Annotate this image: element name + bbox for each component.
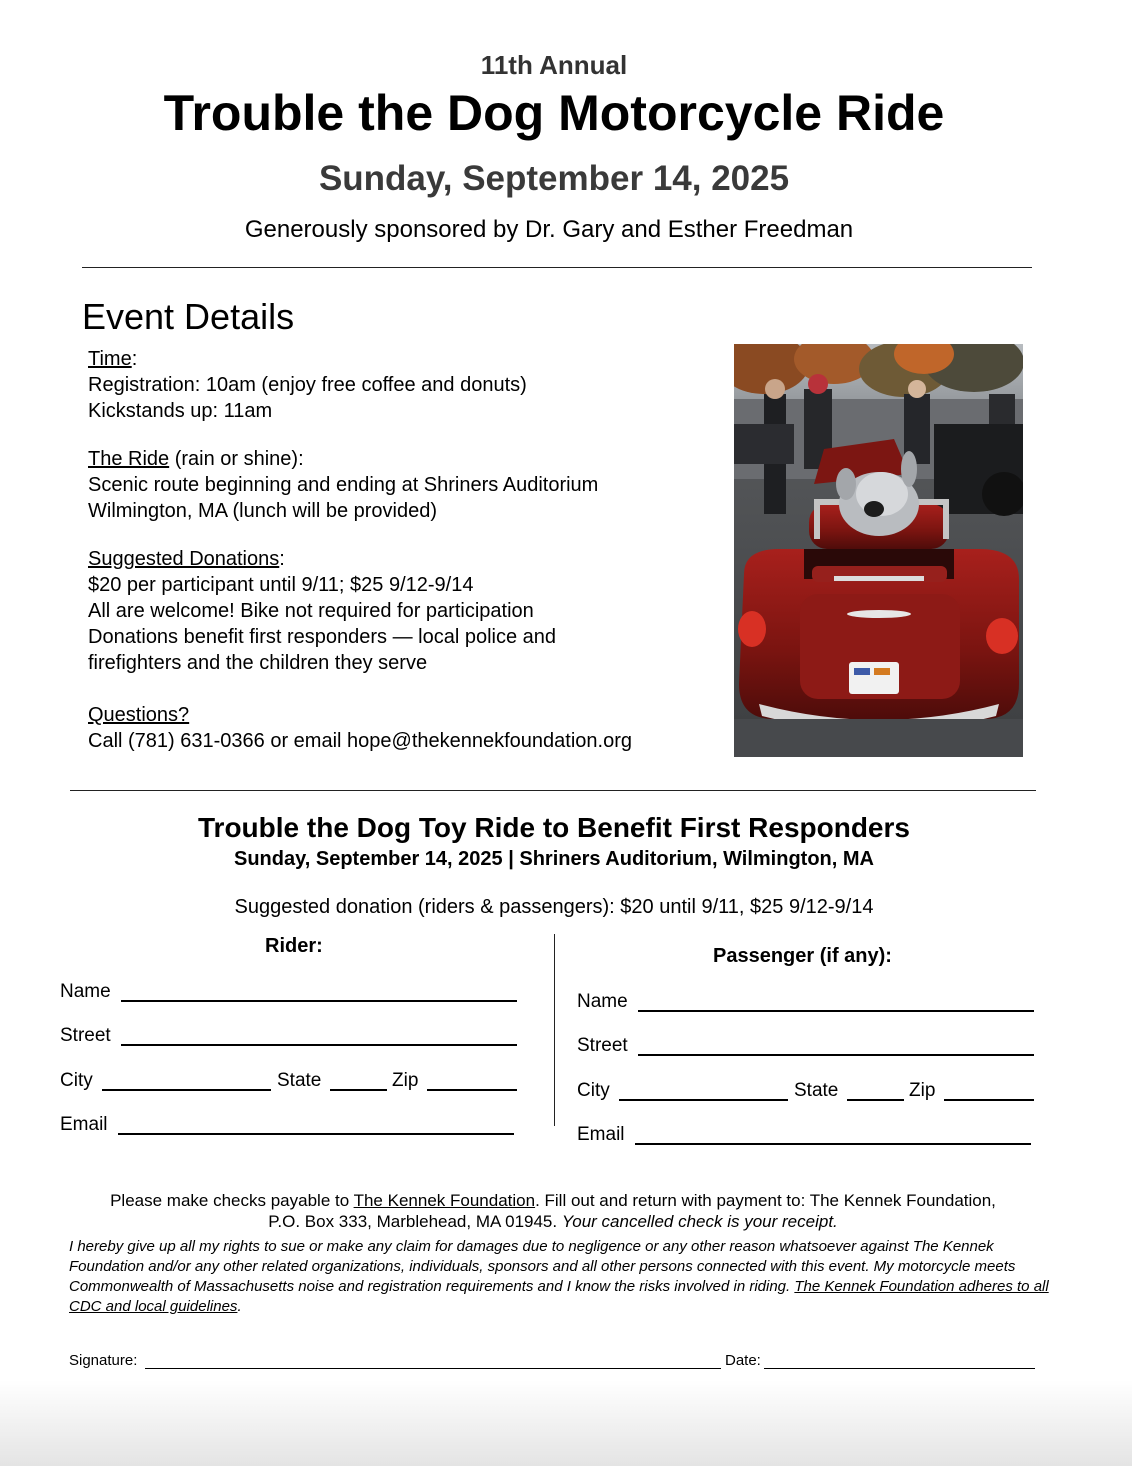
donation-line: firefighters and the children they serve	[88, 652, 428, 674]
donations-label: Suggested Donations	[88, 548, 280, 570]
section-divider	[70, 790, 1036, 791]
rider-email-field[interactable]	[118, 1133, 514, 1135]
rider-zip-field[interactable]	[427, 1089, 517, 1091]
questions-section	[88, 702, 748, 754]
rider-state-field[interactable]	[330, 1089, 387, 1091]
registration-time: Registration: 10am (enjoy free coffee and donuts)	[88, 374, 527, 396]
ride-note: (rain or shine):	[169, 448, 304, 470]
route-line: Scenic route beginning and ending at Shriners Auditorium	[88, 474, 599, 496]
passenger-state-label: State	[794, 1080, 839, 1101]
guidelines-note: The Kennek Foundation adheres to all CDC and local guidelines	[69, 1278, 1049, 1315]
motorcycle-illustration	[734, 344, 1023, 757]
waiver-text: I hereby give up all my rights to sue or make any claim for damages due to negligence or any other reason whatsoever against The Kennek Foundation and/or any other related organizations, individuals, sponsors and all other persons connected with this event. My motorcycle meets Commonwealth of Massachusetts noise and registration requirements and I know the risks involved in riding.	[69, 1238, 1016, 1295]
form-title: Trouble the Dog Toy Ride to Benefit First Responders	[198, 812, 910, 843]
rider-heading: Rider:	[265, 935, 323, 957]
passenger-city-label: City	[577, 1080, 610, 1101]
form-subtitle: Sunday, September 14, 2025 | Shriners Auditorium, Wilmington, MA	[234, 848, 874, 870]
time-label: Time	[88, 348, 132, 370]
passenger-name-field[interactable]	[638, 1010, 1034, 1012]
receipt-note: Your cancelled check is your receipt.	[561, 1212, 838, 1231]
edition-label: 11th Annual	[480, 50, 628, 80]
header-divider	[82, 267, 1032, 268]
passenger-name-label: Name	[577, 991, 628, 1012]
ride-section	[88, 446, 728, 524]
passenger-street-label: Street	[577, 1035, 628, 1056]
event-title: Trouble the Dog Motorcycle Ride	[163, 85, 945, 141]
date-label: Date:	[725, 1352, 761, 1369]
liability-waiver: I hereby give up all my rights to sue or make any claim for damages due to negligence or any other reason whatsoever against The Kennek Foundation and/or any other related organizations, individuals, sponsors and all other persons connected with this event. My motorcycle meets Commonwealth of Massachusetts noise and registration requirements and I know the risks involved in riding. The Kennek Foundation adheres to all CDC and local guidelines.	[69, 1238, 1049, 1315]
page-shadow	[0, 1380, 1132, 1466]
mailing-address: P.O. Box 333, Marblehead, MA 01945.	[268, 1212, 562, 1231]
passenger-city-field[interactable]	[619, 1099, 788, 1101]
event-details-heading: Event Details	[82, 296, 295, 337]
rider-name-field[interactable]	[121, 1000, 517, 1002]
kickstands-time: Kickstands up: 11am	[88, 400, 273, 422]
donations-section: Suggested Donations: $20 per participant until 9/11; $25 9/12-9/14 All are welcome! Bike not required for participation Donations benefit first responders — local police and firefighters and the children they serve	[88, 546, 728, 676]
rider-state-label: State	[277, 1070, 322, 1091]
passenger-zip-field[interactable]	[944, 1099, 1034, 1101]
donation-line: $20 per participant until 9/11; $25 9/12-9/14	[88, 574, 474, 596]
passenger-street-field[interactable]	[638, 1054, 1034, 1056]
route-line: Wilmington, MA (lunch will be provided)	[88, 500, 438, 522]
payment-instructions: Please make checks payable to The Kennek Foundation. Fill out and return with payment to: The Kennek Foundation, P.O. Box 333, Marblehead, MA 01945. Your cancelled check is your receipt.	[110, 1191, 996, 1231]
passenger-heading: Passenger (if any):	[713, 945, 892, 967]
signature-label: Signature:	[69, 1352, 138, 1369]
motorcycle-photo	[734, 344, 1023, 757]
passenger-email-field[interactable]	[635, 1143, 1031, 1145]
donation-line: All are welcome! Bike not required for participation	[88, 600, 534, 622]
sponsor-line: Generously sponsored by Dr. Gary and Esther Freedman	[244, 216, 854, 243]
rider-email-label: Email	[60, 1114, 108, 1135]
donation-line: Donations benefit first responders — local police and	[88, 626, 557, 648]
passenger-state-field[interactable]	[847, 1099, 904, 1101]
form-donation-note: Suggested donation (riders & passengers): $20 until 9/11, $25 9/12-9/14	[234, 896, 874, 918]
rider-zip-label: Zip	[392, 1070, 419, 1091]
rider-street-label: Street	[60, 1025, 111, 1046]
passenger-email-label: Email	[577, 1124, 625, 1145]
contact-line: Call (781) 631-0366 or email hope@thekennekfoundation.org	[88, 730, 632, 752]
questions-label: Questions?	[88, 704, 190, 726]
column-divider	[554, 934, 555, 1126]
date-field[interactable]	[764, 1368, 1035, 1369]
rider-street-field[interactable]	[121, 1044, 517, 1046]
rider-name-label: Name	[60, 981, 111, 1002]
payee-name: The Kennek Foundation	[353, 1191, 536, 1210]
event-date: Sunday, September 14, 2025	[318, 159, 790, 198]
passenger-zip-label: Zip	[909, 1080, 936, 1101]
time-section: Time: Registration: 10am (enjoy free coffee and donuts) Kickstands up: 11am	[88, 346, 728, 424]
ride-label: The Ride	[88, 448, 170, 470]
rider-city-label: City	[60, 1070, 93, 1091]
signature-field[interactable]	[145, 1368, 721, 1369]
rider-city-field[interactable]	[102, 1089, 271, 1091]
